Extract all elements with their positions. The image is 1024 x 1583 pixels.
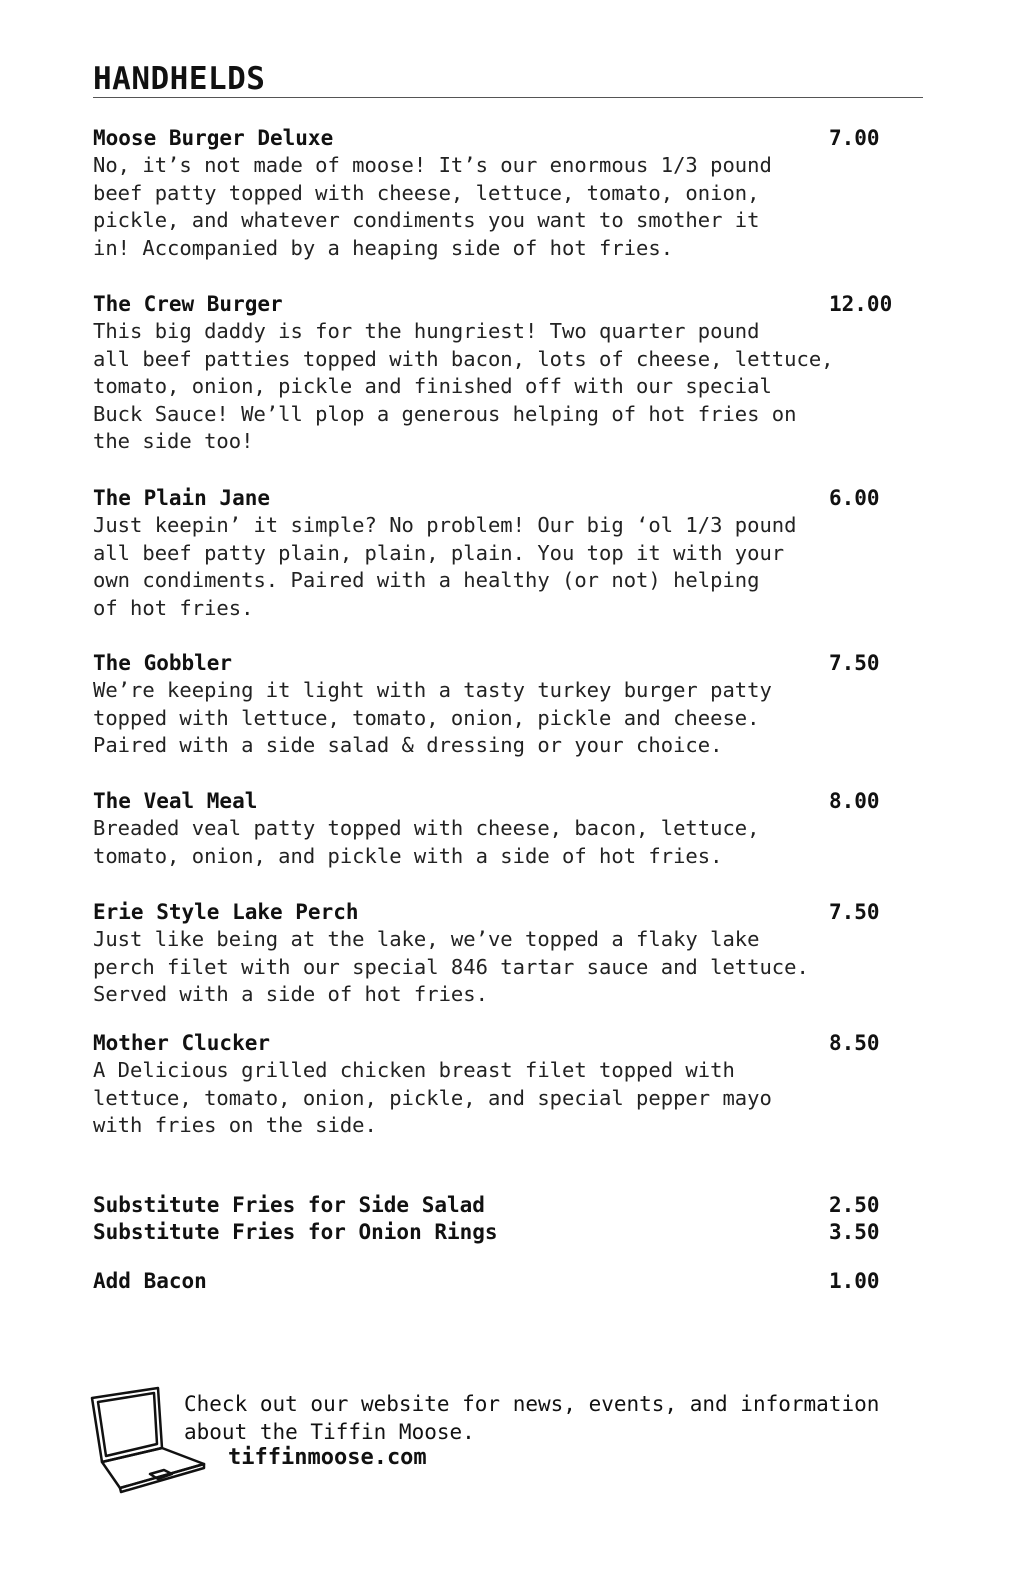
menu-item-the-gobbler: [93, 649, 923, 760]
section-title: HANDHELDS: [93, 62, 923, 98]
item-price: 8.00: [829, 789, 880, 813]
item-name: Moose Burger Deluxe: [93, 126, 334, 150]
extra-price: 3.50: [829, 1220, 880, 1244]
menu-item-mother-clucker: [93, 1029, 923, 1140]
item-price: 12.00: [829, 292, 893, 316]
item-price: 7.50: [829, 900, 880, 924]
website-link[interactable]: tiffinmoose.com: [228, 1445, 427, 1470]
item-name: Mother Clucker: [93, 1031, 271, 1055]
footer: [88, 1384, 938, 1494]
item-description: We’re keeping it light with a tasty turkey burger patty topped with lettuce, tomato, onion, pickle and cheese. Paired with a side salad & dressing or your choice.: [93, 678, 772, 757]
extra-name: Add Bacon: [93, 1269, 207, 1293]
item-name: The Crew Burger: [93, 292, 283, 316]
item-description: No, it’s not made of moose! It’s our enormous 1/3 pound beef patty topped with cheese, lettuce, tomato, onion, pickle, and whatever condiments you want to smother it in! Accompanied by a heaping side of hot fries.: [93, 153, 772, 260]
item-description: A Delicious grilled chicken breast filet topped with lettuce, tomato, onion, pickle, and special pepper mayo with fries on the side.: [93, 1058, 772, 1137]
menu-item-erie-style-lake-perch: [93, 898, 923, 1009]
extra-option: [93, 1191, 923, 1219]
extra-price: 1.00: [829, 1269, 880, 1293]
item-name: Erie Style Lake Perch: [93, 900, 359, 924]
footer-text: Check out our website for news, events, and information about the Tiffin Moose.: [184, 1392, 880, 1444]
extra-option: [93, 1218, 923, 1246]
item-price: 7.00: [829, 126, 880, 150]
item-name: The Plain Jane: [93, 486, 271, 510]
extra-name: Substitute Fries for Onion Rings: [93, 1220, 498, 1244]
menu-item-the-crew-burger: [93, 290, 923, 456]
menu-item-the-veal-meal: [93, 787, 923, 870]
item-description: This big daddy is for the hungriest! Two quarter pound all beef patties topped with bacon, lots of cheese, lettuce, tomato, onion, pickle and finished off with our special Buck Sauce! We’ll plop a generous helping of hot fries on the side too!: [93, 319, 834, 453]
item-name: The Gobbler: [93, 651, 233, 675]
extra-price: 2.50: [829, 1193, 880, 1217]
extra-name: Substitute Fries for Side Salad: [93, 1193, 485, 1217]
item-price: 6.00: [829, 486, 880, 510]
item-description: Just like being at the lake, we’ve topped a flaky lake perch filet with our special 846 tartar sauce and lettuce. Served with a side of hot fries.: [93, 927, 809, 1006]
extra-option: [93, 1267, 923, 1295]
item-name: The Veal Meal: [93, 789, 258, 813]
item-price: 7.50: [829, 651, 880, 675]
item-price: 8.50: [829, 1031, 880, 1055]
item-description: Breaded veal patty topped with cheese, bacon, lettuce, tomato, onion, and pickle with a side of hot fries.: [93, 816, 760, 868]
menu-item-the-plain-jane: [93, 484, 923, 622]
item-description: Just keepin’ it simple? No problem! Our big ‘ol 1/3 pound all beef patty plain, plain, plain. You top it with your own condiments. Paired with a healthy (or not) helping of hot fries.: [93, 513, 797, 620]
menu-item-moose-burger-deluxe: [93, 124, 923, 262]
